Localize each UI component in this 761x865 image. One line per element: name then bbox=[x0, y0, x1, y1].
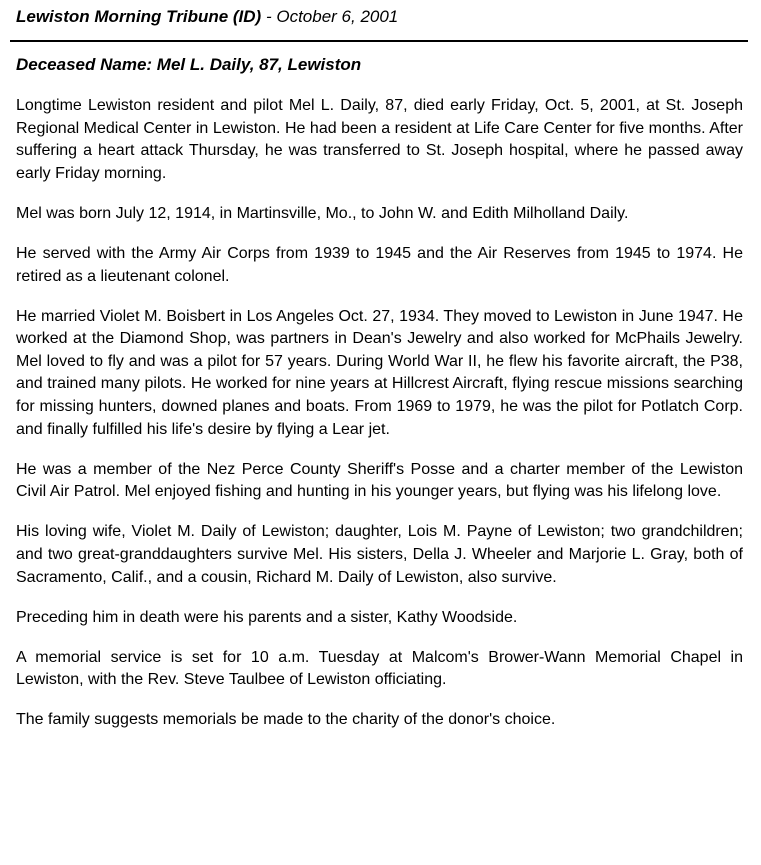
paragraph-1: Longtime Lewiston resident and pilot Mel L. Daily, 87, died early Friday, Oct. 5, 2001, at St. Joseph Regional Medical Center in Lewiston. He had been a resident at Life Care Center for five months. After suffering a heart attack Thursday, he was transferred to St. Joseph hospital, where he passed away early Friday morning. bbox=[16, 97, 743, 182]
document-header bbox=[16, 7, 398, 27]
paragraph-8: A memorial service is set for 10 a.m. Tuesday at Malcom's Brower-Wann Memorial Chapel in Lewiston, with the Rev. Steve Taulbee of Lewiston officiating. bbox=[16, 648, 743, 689]
deceased-name-heading: Deceased Name: Mel L. Daily, 87, Lewiston bbox=[16, 55, 362, 74]
header-divider bbox=[10, 40, 748, 42]
publication-date: October 6, 2001 bbox=[276, 7, 399, 26]
paragraph-7: Preceding him in death were his parents and a sister, Kathy Woodside. bbox=[16, 608, 518, 626]
paragraph-9: The family suggests memorials be made to the charity of the donor's choice. bbox=[16, 711, 556, 729]
paragraph-5: He was a member of the Nez Perce County Sheriff's Posse and a charter member of the Lewiston Civil Air Patrol. Mel enjoyed fishing and hunting in his younger years, but flying was his lifelong love. bbox=[16, 460, 743, 501]
paragraph-3: He served with the Army Air Corps from 1939 to 1945 and the Air Reserves from 1945 to 1974. He retired as a lieutenant colonel. bbox=[16, 244, 743, 285]
publication-name: Lewiston Morning Tribune (ID) bbox=[16, 7, 262, 26]
header-separator: - bbox=[261, 7, 277, 26]
obituary-body bbox=[16, 95, 743, 750]
paragraph-2: Mel was born July 12, 1914, in Martinsville, Mo., to John W. and Edith Milholland Daily. bbox=[16, 204, 629, 222]
paragraph-4: He married Violet M. Boisbert in Los Angeles Oct. 27, 1934. They moved to Lewiston in June 1947. He worked at the Diamond Shop, was partners in Dean's Jewelry and also worked for McPhails Jewelry. Mel loved to fly and was a pilot for 57 years. During World War II, he flew his favorite aircraft, the P38, and trained many pilots. He worked for nine years at Hillcrest Aircraft, flying rescue missions searching for missing hunters, downed planes and boats. From 1969 to 1979, he was the pilot for Potlatch Corp. and finally fulfilled his life's desire by flying a Lear jet. bbox=[16, 307, 743, 438]
paragraph-6: His loving wife, Violet M. Daily of Lewiston; daughter, Lois M. Payne of Lewiston; two grandchildren; and two great-granddaughters survive Mel. His sisters, Della J. Wheeler and Marjorie L. Gray, both of Sacramento, Calif., and a cousin, Richard M. Daily of Lewiston, also survive. bbox=[16, 523, 743, 586]
